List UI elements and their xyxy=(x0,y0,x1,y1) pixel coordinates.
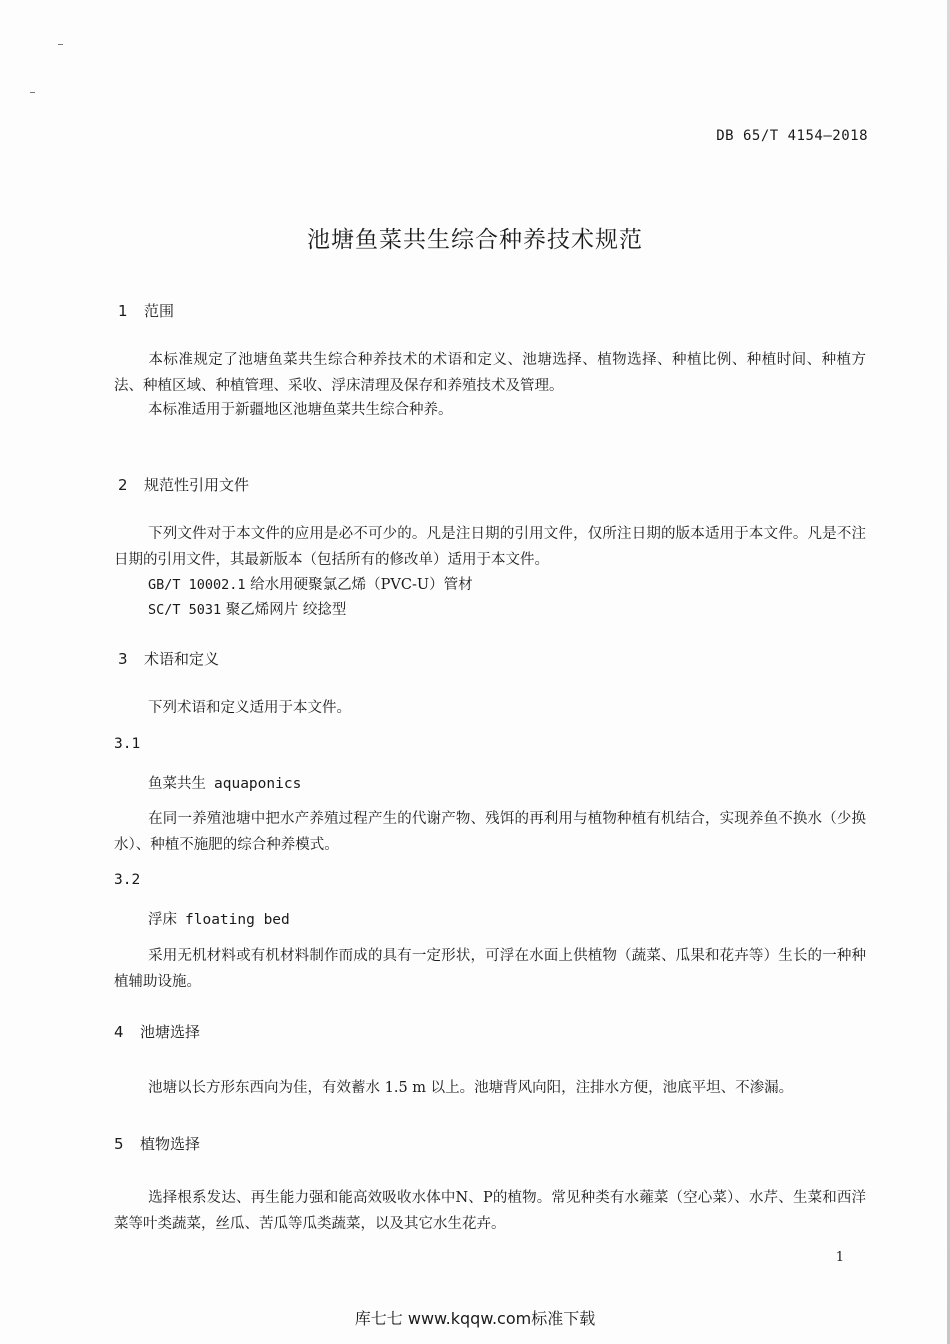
section-title: 池塘选择 xyxy=(140,1023,201,1041)
term-title xyxy=(148,772,301,793)
page-number: 1 xyxy=(835,1250,844,1265)
reference-name: 给水用硬聚氯乙烯（PVC-U）管材 xyxy=(250,577,473,593)
reference-item xyxy=(148,573,473,594)
term-en: aquaponics xyxy=(214,776,302,792)
paragraph-text: 本标准适用于新疆地区池塘鱼菜共生综合种养。 xyxy=(148,402,453,418)
section-number: 5 xyxy=(114,1135,124,1153)
section-heading-4 xyxy=(114,1021,200,1042)
paragraph xyxy=(114,521,866,573)
scan-speck xyxy=(58,44,63,45)
paragraph-text: 下列术语和定义适用于本文件。 xyxy=(148,700,351,716)
reference-code: GB/T 10002.1 xyxy=(148,577,246,593)
paragraph-text: 池塘以长方形东西向为佳，有效蓄水 1.5 m 以上。池塘背风向阳，注排水方便，池底平坦、不渗漏。 xyxy=(148,1080,794,1096)
paragraph xyxy=(114,397,866,423)
paragraph xyxy=(114,1075,866,1101)
section-heading-5 xyxy=(114,1133,200,1154)
term-title xyxy=(148,908,290,929)
term-cn: 浮床 xyxy=(148,912,177,928)
section-number: 3 xyxy=(118,650,128,668)
footer-watermark: 库七七 www.kqqw.com标准下载 xyxy=(354,1309,596,1328)
section-number: 2 xyxy=(118,476,128,494)
reference-code: SC/T 5031 xyxy=(148,602,222,618)
paragraph xyxy=(114,347,866,399)
section-title: 植物选择 xyxy=(140,1135,201,1153)
section-heading-3 xyxy=(118,648,219,669)
paragraph-text: 选择根系发达、再生能力强和能高效吸收水体中N、P的植物。常见种类有水蕹菜（空心菜）、水芹、生菜和西洋菜等叶类蔬菜，丝瓜、苦瓜等瓜类蔬菜，以及其它水生花卉。 xyxy=(114,1190,866,1232)
section-title: 规范性引用文件 xyxy=(144,476,250,494)
document-title: 池塘鱼菜共生综合种养技术规范 xyxy=(307,227,643,253)
scan-speck xyxy=(30,92,35,93)
standard-code: DB 65/T 4154—2018 xyxy=(716,128,868,144)
term-cn: 鱼菜共生 xyxy=(148,776,206,792)
section-number: 4 xyxy=(114,1023,124,1041)
term-en: floating bed xyxy=(185,912,290,928)
paragraph-text: 下列文件对于本文件的应用是必不可少的。凡是注日期的引用文件，仅所注日期的版本适用于本文件。凡是不注日期的引用文件，其最新版本（包括所有的修改单）适用于本文件。 xyxy=(114,526,866,568)
section-title: 术语和定义 xyxy=(144,650,220,668)
definition-text: 在同一养殖池塘中把水产养殖过程产生的代谢产物、残饵的再利用与植物种植有机结合，实现养鱼不换水（少换水）、种植不施肥的综合种养模式。 xyxy=(114,811,866,853)
section-heading-1 xyxy=(118,300,174,321)
reference-item xyxy=(148,598,346,619)
paragraph-text: 本标准规定了池塘鱼菜共生综合种养技术的术语和定义、池塘选择、植物选择、种植比例、种植时间、种植方法、种植区域、种植管理、采收、浮床清理及保存和养殖技术及管理。 xyxy=(114,352,866,394)
term-definition xyxy=(114,943,866,995)
paragraph xyxy=(114,1185,866,1237)
section-title: 范围 xyxy=(144,302,175,320)
term-definition xyxy=(114,806,866,858)
section-heading-2 xyxy=(118,474,249,495)
reference-name: 聚乙烯网片 绞捻型 xyxy=(225,602,347,618)
section-number: 1 xyxy=(118,302,128,320)
term-number: 3.2 xyxy=(114,872,141,888)
definition-text: 采用无机材料或有机材料制作而成的具有一定形状，可浮在水面上供植物（蔬菜、瓜果和花卉等）生长的一种种植辅助设施。 xyxy=(114,948,866,990)
term-number: 3.1 xyxy=(114,736,141,752)
